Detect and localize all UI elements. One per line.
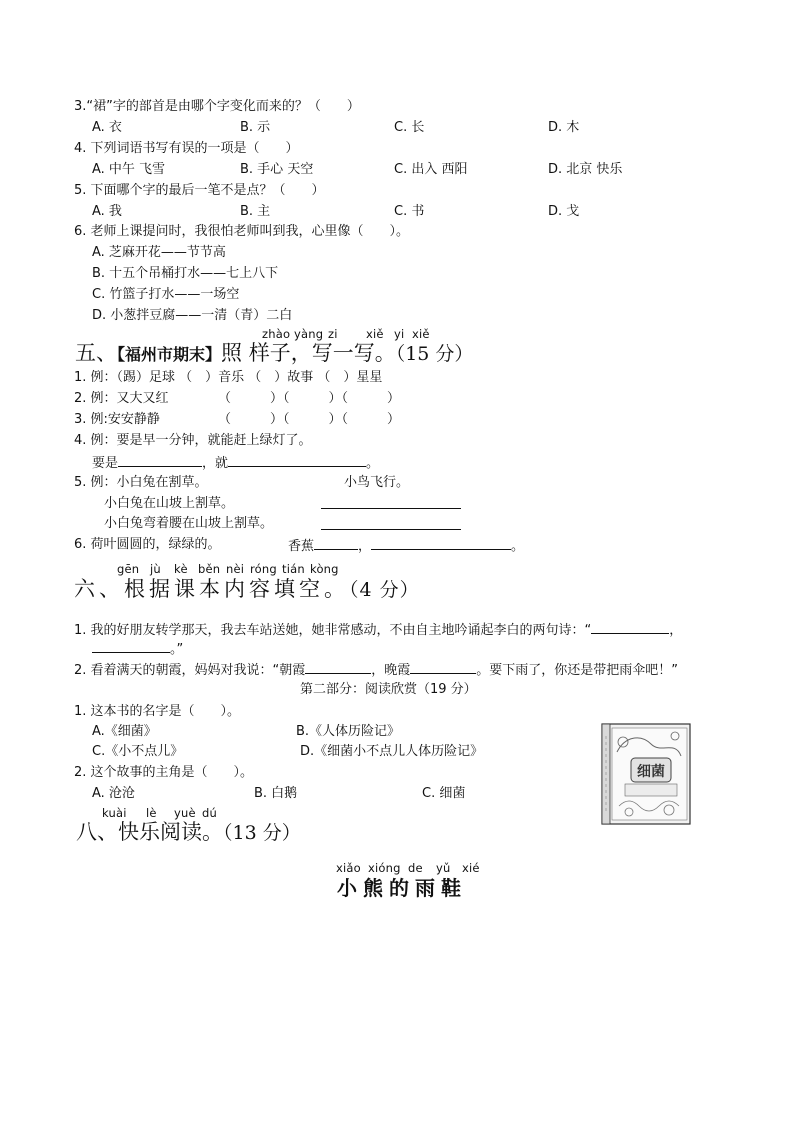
sec8-heading bbox=[76, 820, 301, 845]
sec6-pinyin-tian: tián bbox=[282, 562, 305, 576]
sec5-item-2-blanks: （ ）（ ）（ ） bbox=[218, 391, 401, 406]
sec5-item-5-blank-2[interactable] bbox=[321, 529, 461, 530]
q6-option-b: B. 十五个吊桶打水——七上八下 bbox=[92, 266, 279, 281]
q6-option-d: D. 小葱拌豆腐——一清（青）二白 bbox=[92, 308, 293, 323]
sec8-score: （13 分） bbox=[223, 822, 301, 844]
sec6-item-1-blank-1[interactable] bbox=[591, 621, 669, 634]
part2-q2: 2. 这个故事的主角是（ ）。 bbox=[74, 765, 254, 780]
sec8-number: 八、 bbox=[76, 820, 118, 844]
sec5-item-5-blank-1[interactable] bbox=[321, 508, 461, 509]
part2-q1-option-a: A.《细菌》 bbox=[92, 724, 157, 739]
book-cover-image bbox=[601, 722, 693, 826]
sec5-item-6-blank-2[interactable] bbox=[371, 537, 511, 550]
sec5-item-1: 1. 例：（踢）足球 （ ）音乐 （ ）故事 （ ）星星 bbox=[74, 370, 383, 385]
q4-option-d: D. 北京 快乐 bbox=[548, 162, 623, 177]
sec6-item-1-text: 1. 我的好朋友转学那天，我去车站送她，她非常感动，不由自主地吟诵起李白的两句诗：“ bbox=[74, 623, 592, 638]
sec8-pinyin-kuai: kuài bbox=[102, 806, 127, 820]
sec5-pinyin-zi: zi bbox=[328, 327, 338, 341]
sec6-item-1-end: 。” bbox=[170, 642, 184, 657]
sec5-heading bbox=[75, 341, 473, 367]
q5-option-a: A. 我 bbox=[92, 204, 122, 219]
sec5-item-6-end: 。 bbox=[511, 539, 525, 554]
sec5-pinyin-zhao: zhào bbox=[262, 327, 291, 341]
sec6-pinyin-gen: gēn bbox=[117, 562, 140, 576]
part2-q1-option-b: B.《人体历险记》 bbox=[296, 724, 401, 739]
sec5-item-5-example-b: 小白兔在山坡上割草。 bbox=[104, 496, 235, 511]
q3-option-c: C. 长 bbox=[394, 120, 425, 135]
sec5-item-4: 4. 例：要是早一分钟，就能赶上绿灯了。 bbox=[74, 433, 312, 448]
sec6-item-2 bbox=[74, 661, 678, 679]
sec5-item-4-blank-1[interactable] bbox=[118, 454, 202, 467]
sec5-item-4-blank-2[interactable] bbox=[228, 454, 366, 467]
part2-q1-option-d: D.《细菌小不点儿人体历险记》 bbox=[300, 744, 484, 759]
q6-option-c: C. 竹篮子打水——一场空 bbox=[92, 287, 240, 302]
q5-option-d: D. 戈 bbox=[548, 204, 580, 219]
sec6-number: 六、 bbox=[74, 577, 124, 601]
q3-option-a: A. 衣 bbox=[92, 120, 122, 135]
q5-option-c: C. 书 bbox=[394, 204, 425, 219]
story-pinyin-de: de bbox=[408, 861, 423, 875]
part2-q2-option-c: C. 细菌 bbox=[422, 786, 466, 801]
sec6-pinyin-rong: róng bbox=[250, 562, 277, 576]
part2-q1-option-c: C.《小不点儿》 bbox=[92, 744, 184, 759]
book-cover-drawing bbox=[601, 722, 693, 826]
sec5-pinyin-xie1: xiě bbox=[366, 327, 384, 341]
part2-q2-option-a: A. 沧沧 bbox=[92, 786, 135, 801]
story-pinyin-xiong: xióng bbox=[368, 861, 401, 875]
q4-option-c: C. 出入 西阳 bbox=[394, 162, 468, 177]
sec6-item-2-c: 。要下雨了，你还是带把雨伞吧！” bbox=[476, 663, 679, 678]
sec8-title: 快乐阅读。 bbox=[118, 820, 223, 844]
sec6-pinyin-ben: běn bbox=[198, 562, 221, 576]
story-pinyin-xie: xié bbox=[462, 861, 480, 875]
sec5-score: （15 分） bbox=[395, 343, 474, 365]
sec6-pinyin-ke: kè bbox=[174, 562, 188, 576]
sec8-pinyin-yue: yuè bbox=[174, 806, 196, 820]
sec5-item-5: 5. 例：小白兔在割草。 bbox=[74, 475, 208, 490]
sec5-number: 五、 bbox=[75, 341, 117, 365]
q4-option-b: B. 手心 天空 bbox=[240, 162, 314, 177]
sec6-pinyin-kong: kòng bbox=[310, 562, 339, 576]
sec5-item-2: 2. 例：又大又红 bbox=[74, 391, 169, 406]
sec5-item-6: 6. 荷叶圆圆的，绿绿的。 bbox=[74, 537, 221, 552]
part2-title: 第二部分：阅读欣赏（19 分） bbox=[300, 682, 477, 697]
sec5-item-4-end: 。 bbox=[366, 456, 380, 471]
sec6-item-2-b: ，晚霞 bbox=[371, 663, 411, 678]
sec5-item-6-prefix: 香蕉 bbox=[288, 539, 315, 554]
sec6-score: （4 分） bbox=[349, 579, 420, 601]
sec5-item-5-right: 小鸟飞行。 bbox=[344, 475, 410, 490]
sec5-item-3-blanks: （ ）（ ）（ ） bbox=[218, 412, 401, 427]
sec5-item-6-blank-1[interactable] bbox=[314, 537, 358, 550]
q4-stem: 4. 下列词语书写有误的一项是（ ） bbox=[74, 141, 299, 156]
sec6-pinyin-ju: jù bbox=[150, 562, 161, 576]
sec6-item-2-a: 2. 看着满天的朝霞，妈妈对我说：“朝霞 bbox=[74, 663, 306, 678]
sec6-heading bbox=[74, 577, 420, 602]
sec8-pinyin-du: dú bbox=[202, 806, 217, 820]
part2-q2-option-b: B. 白鹅 bbox=[254, 786, 298, 801]
story-pinyin-xiao: xiǎo bbox=[336, 861, 361, 875]
story-title: 小熊的雨鞋 bbox=[337, 876, 467, 900]
q3-option-b: B. 示 bbox=[240, 120, 271, 135]
q6-stem: 6. 老师上课提问时，我很怕老师叫到我，心里像（ ）。 bbox=[74, 224, 410, 239]
sec5-item-3: 3. 例:安安静静 bbox=[74, 412, 160, 427]
sec5-item-4-mid: ，就 bbox=[202, 456, 229, 471]
sec5-item-6-comma: ， bbox=[358, 539, 372, 554]
sec6-item-1-cont bbox=[92, 640, 183, 658]
q6-option-a: A. 芝麻开花——节节高 bbox=[92, 245, 226, 260]
part2-q1: 1. 这本书的名字是（ ）。 bbox=[74, 704, 241, 719]
q5-stem: 5. 下面哪个字的最后一笔不是点？（ ） bbox=[74, 183, 325, 198]
sec6-pinyin-nei: nèi bbox=[226, 562, 245, 576]
sec5-pinyin-xie2: xiě bbox=[412, 327, 430, 341]
sec5-pinyin-yang: yàng bbox=[294, 327, 324, 341]
sec5-source-tag: 【福州市期末】 bbox=[117, 345, 222, 364]
sec6-item-1-blank-2[interactable] bbox=[92, 640, 170, 653]
q3-stem: 3.“裙”字的部首是由哪个字变化而来的？（ ） bbox=[74, 99, 360, 114]
sec6-item-2-blank-2[interactable] bbox=[410, 661, 476, 674]
sec5-title: 照 样子，写一写。 bbox=[221, 341, 396, 365]
sec8-pinyin-le: lè bbox=[146, 806, 157, 820]
sec6-item-1 bbox=[74, 621, 682, 639]
q4-option-a: A. 中午 飞雪 bbox=[92, 162, 166, 177]
q3-option-d: D. 木 bbox=[548, 120, 580, 135]
sec6-title: 根据课本内容填空。 bbox=[124, 577, 349, 601]
sec5-item-4-answer bbox=[92, 454, 379, 472]
book-cover-title: 细菌 bbox=[637, 764, 665, 780]
story-pinyin-yu: yǔ bbox=[436, 861, 451, 875]
q5-option-b: B. 主 bbox=[240, 204, 271, 219]
sec5-item-4-prefix: 要是 bbox=[92, 456, 119, 471]
sec6-item-2-blank-1[interactable] bbox=[305, 661, 371, 674]
sec5-pinyin-yi: yi bbox=[394, 327, 405, 341]
sec6-item-1-comma: ， bbox=[669, 623, 683, 638]
sec5-item-6-answer bbox=[288, 537, 524, 555]
sec5-item-5-example-c: 小白兔弯着腰在山坡上割草。 bbox=[104, 516, 274, 531]
